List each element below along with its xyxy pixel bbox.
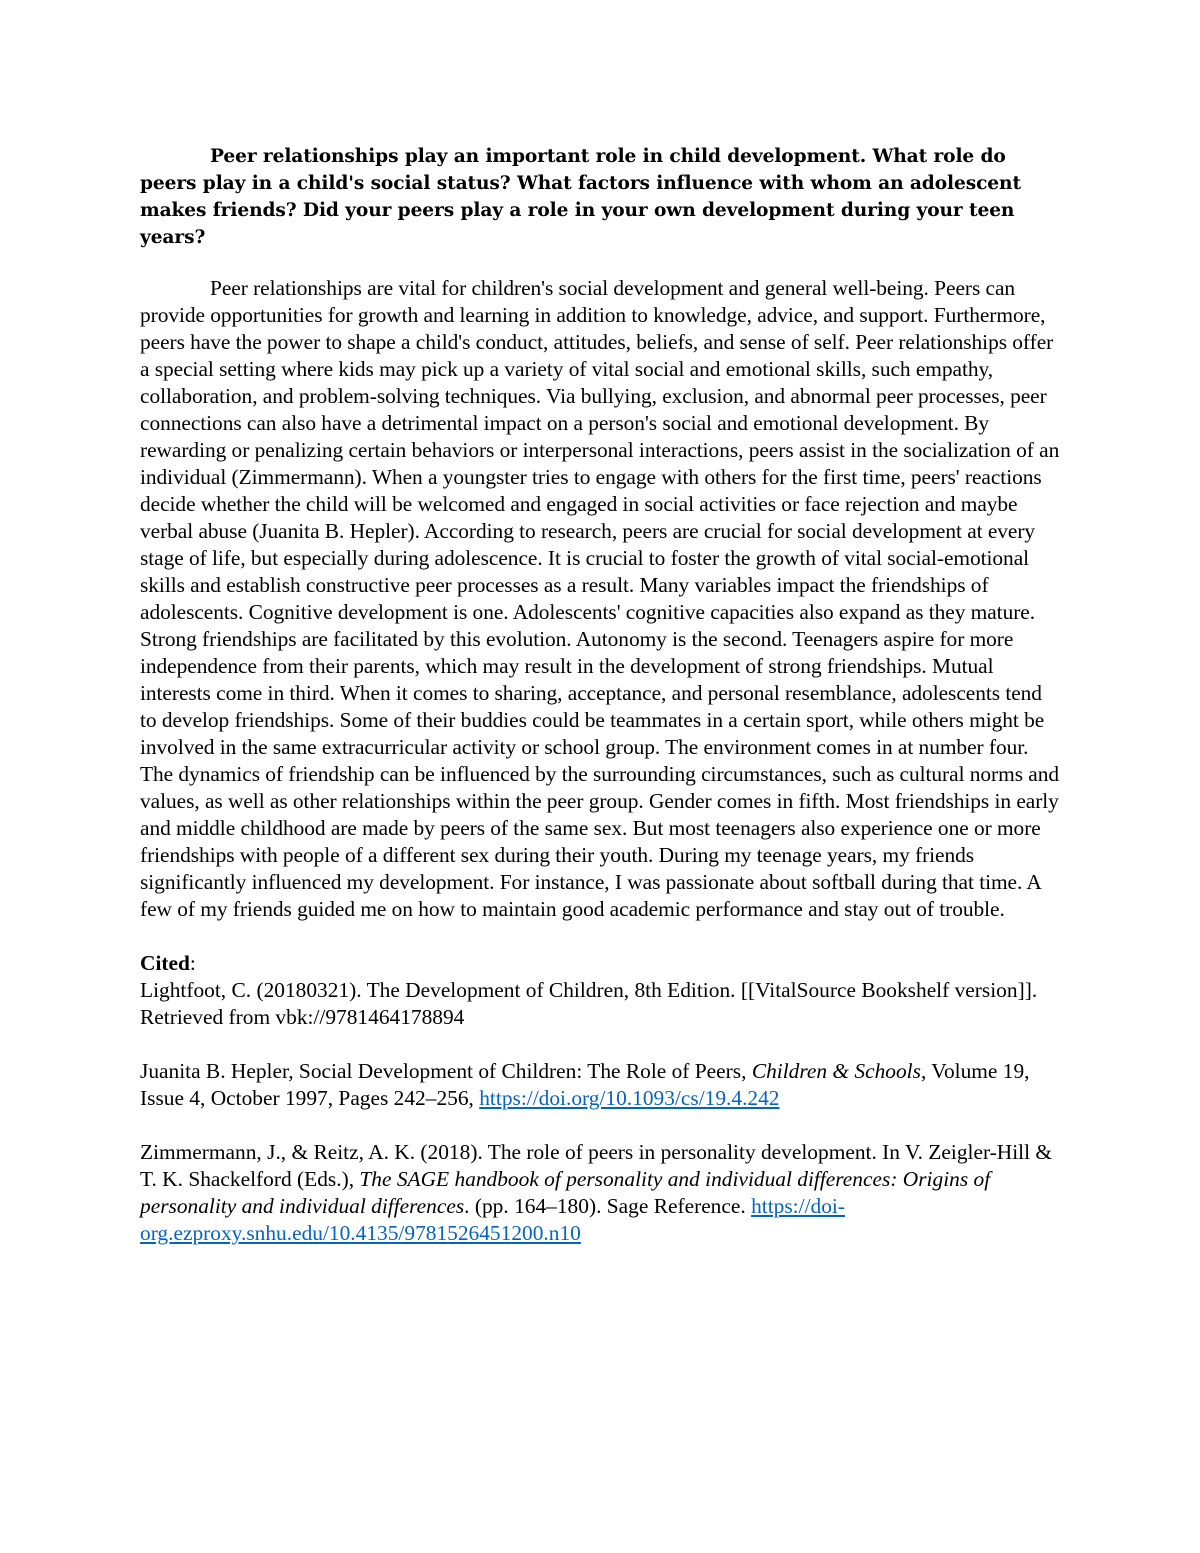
cited-label: Cited bbox=[140, 951, 190, 975]
reference-text: Juanita B. Hepler, Social Development of Children: The Role of Peers, bbox=[140, 1059, 752, 1083]
journal-title: Children & Schools bbox=[751, 1059, 921, 1083]
reference-lightfoot bbox=[140, 977, 1060, 1031]
cited-heading bbox=[140, 950, 1060, 977]
reference-text: Zimmermann, J., & Reitz, A. K. (2018). The role of peers in personality development. In V. Zeigler-Hill & T. K. Shackelford (Eds.), bbox=[140, 1140, 1053, 1191]
doi-link[interactable]: https://doi-org.ezproxy.snhu.edu/10.4135/9781526451200.n10 bbox=[140, 1194, 845, 1245]
reference-hepler bbox=[140, 1058, 1060, 1112]
question-heading: Peer relationships play an important role in child development. What role do peers play in a child's social status? What factors influence with whom an adolescent makes friends? Did your peers play a role in your own development during your teen years? bbox=[140, 146, 1021, 248]
doi-link[interactable]: https://doi.org/10.1093/cs/19.4.242 bbox=[479, 1086, 780, 1110]
document-page bbox=[140, 143, 1060, 1247]
reference-text: Lightfoot, C. (20180321). The Development of Children, 8th Edition. [[VitalSource Bookshelf version]]. Retrieved from vbk://9781464178894 bbox=[140, 978, 1038, 1029]
cited-colon: : bbox=[189, 951, 196, 975]
reference-text: , Volume 19, Issue 4, October 1997, Pages 242–256, bbox=[140, 1059, 1030, 1110]
book-title: The SAGE handbook of personality and individual differences: Origins of personality and individual differences bbox=[140, 1167, 991, 1218]
reference-zimmermann bbox=[140, 1139, 1060, 1247]
reference-text: . (pp. 164–180). Sage Reference. bbox=[464, 1194, 752, 1218]
answer-paragraph: Peer relationships are vital for children's social development and general well-being. Peers can provide opportunities for growth and learning in addition to knowledge, advice, and support. Furthermore, peers have the power to shape a child's conduct, attitudes, beliefs, and sense of self. Peer relationships offer a special setting where kids may pick up a variety of vital social and emotional skills, such empathy, collaboration, and problem-solving techniques. Via bullying, exclusion, and abnormal peer processes, peer connections can also have a detrimental impact on a person's social and emotional development. By rewarding or penalizing certain behaviors or interpersonal interactions, peers assist in the socialization of an individual (Zimmermann). When a youngster tries to engage with others for the first time, peers' reactions decide whether the child will be welcomed and engaged in social activities or face rejection and maybe verbal abuse (Juanita B. Hepler). According to research, peers are crucial for social development at every stage of life, but especially during adolescence. It is crucial to foster the growth of vital social-emotional skills and establish constructive peer processes as a result. Many variables impact the friendships of adolescents. Cognitive development is one. Adolescents' cognitive capacities also expand as they mature. Strong friendships are facilitated by this evolution. Autonomy is the second. Teenagers aspire for more independence from their parents, which may result in the development of strong friendships. Mutual interests come in third. When it comes to sharing, acceptance, and personal resemblance, adolescents tend to develop friendships. Some of their buddies could be teammates in a certain sport, while others might be involved in the same extracurricular activity or school group. The environment comes in at number four. The dynamics of friendship can be influenced by the surrounding circumstances, such as cultural norms and values, as well as other relationships within the peer group. Gender comes in fifth. Most friendships in early and middle childhood are made by peers of the same sex. But most teenagers also experience one or more friendships with people of a different sex during their youth. During my teenage years, my friends significantly influenced my development. For instance, I was passionate about softball during that time. A few of my friends guided me on how to maintain good academic performance and stay out of trouble. bbox=[140, 276, 1060, 921]
